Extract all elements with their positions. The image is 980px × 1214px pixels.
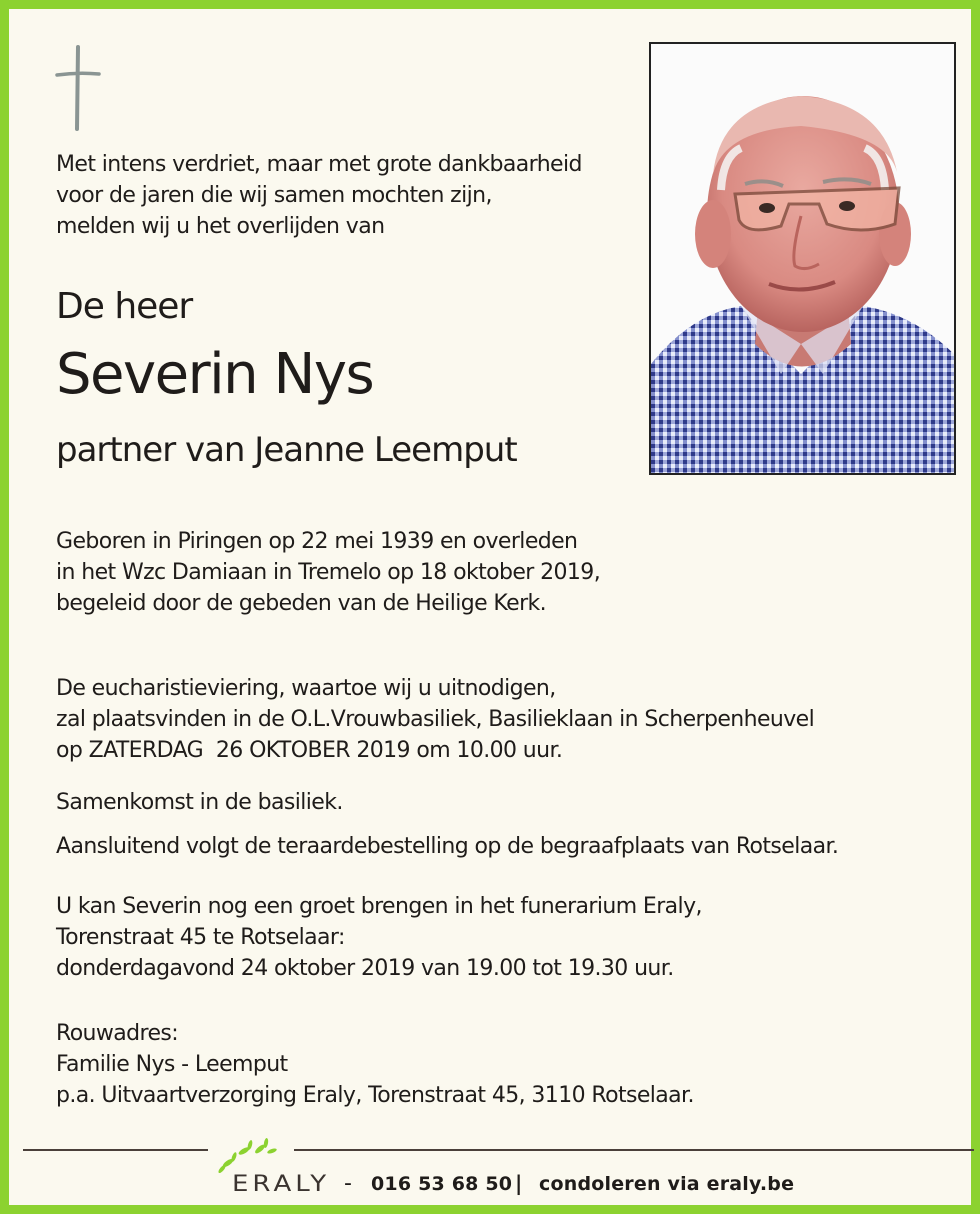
visitation-text [56,891,702,984]
footer-separator: | [515,1171,523,1195]
birth-death-line: in het Wzc Damiaan in Tremelo op 18 oktober 2019, [56,560,601,585]
visitation-line: donderdagavond 24 oktober 2019 van 19.00 tot 19.30 uur. [56,956,674,981]
honorific: De heer [56,286,193,327]
deceased-name: Severin Nys [56,342,374,407]
birth-death-line: begeleid door de gebeden van de Heilige Kerk. [56,591,547,616]
mourning-address [56,1018,694,1111]
address-line: Familie Nys - Leemput [56,1052,288,1077]
address-line: Rouwadres: [56,1021,179,1046]
ceremony-line: zal plaatsvinden in de O.L.Vrouwbasiliek, Basilieklaan in Scherpenheuvel [56,707,815,732]
intro-line: Met intens verdriet, maar met grote dankbaarheid [56,152,582,177]
footer-divider [23,1149,208,1151]
portrait-photo [649,42,956,475]
gathering-text: Samenkomst in de basiliek. [56,790,343,815]
intro-line: voor de jaren die wij samen mochten zijn, [56,183,492,208]
cross-icon [55,45,101,131]
footer-divider [294,1149,974,1151]
intro-text [56,149,582,242]
intro-line: melden wij u het overlijden van [56,214,385,239]
burial-text: Aansluitend volgt de teraardebestelling op de begraafplaats van Rotselaar. [56,834,839,859]
phone-number: 016 53 68 50 [371,1173,513,1195]
brand-logo: ERALY [232,1171,331,1197]
visitation-line: Torenstraat 45 te Rotselaar: [56,925,345,950]
birth-death-text [56,526,600,619]
ceremony-line: De eucharistieviering, waartoe wij u uitnodigen, [56,676,556,701]
address-line: p.a. Uitvaartverzorging Eraly, Torenstraat 45, 3110 Rotselaar. [56,1083,694,1108]
partner-line: partner van Jeanne Leemput [56,430,517,470]
condolences-link[interactable]: condoleren via eraly.be [539,1173,795,1195]
ceremony-line: op ZATERDAG 26 OKTOBER 2019 om 10.00 uur. [56,738,563,763]
brand-dash: - [344,1171,352,1196]
visitation-line: U kan Severin nog een groet brengen in het funerarium Eraly, [56,894,702,919]
leaves-icon [214,1135,284,1175]
ceremony-text [56,673,814,766]
birth-death-line: Geboren in Piringen op 22 mei 1939 en overleden [56,529,578,554]
